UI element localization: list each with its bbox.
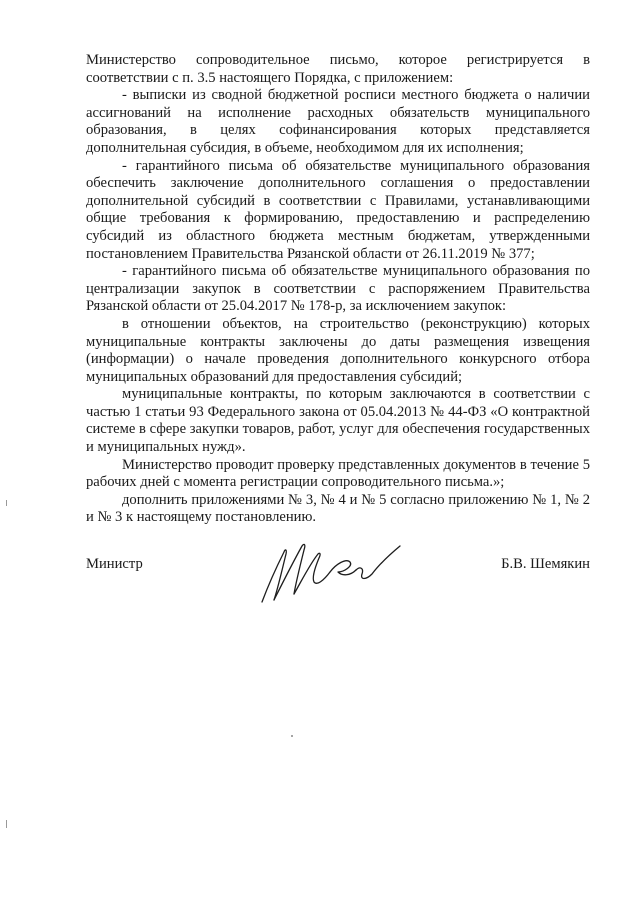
paragraph-guarantee-procurement: - гарантийного письма об обязательстве муниципального образования по централизации закупок в соответствии с распоряжением Правительства Рязанской области от 25.04.2017 № 178-р, за исключением закупок: xyxy=(86,263,590,315)
document-body xyxy=(86,52,590,527)
scan-speck xyxy=(291,735,293,737)
signatory-name: Б.В. Шемякин xyxy=(501,556,590,572)
paragraph-guarantee-agreement: - гарантийного письма об обязательстве муниципального образования обеспечить заключение дополнительного соглашения о предоставлении дополнительной субсидий в соответствии с Правилами, устанавливающими общие требования к формированию, предоставлению и распределению субсидий из областного бюджета местным бюджетам, утвержденными постановлением Правительства Рязанской области от 26.11.2019 № 377; xyxy=(86,157,590,262)
signature-block xyxy=(86,548,590,608)
scan-edge-mark xyxy=(6,500,7,506)
paragraph-cover-letter: Министерство сопроводительное письмо, которое регистрируется в соответствии с п. 3.5 настоящего Порядка, с приложением: xyxy=(86,52,590,86)
paragraph-exception-objects: в отношении объектов, на строительство (реконструкцию) которых муниципальные контракты заключены до даты размещения извещения (информации) о начале проведения дополнительного конкурсного отбора муниципальных образований для предоставления субсидий; xyxy=(86,315,590,385)
paragraph-exception-contracts: муниципальные контракты, по которым заключаются в соответствии с частью 1 статьи 93 Федерального закона от 05.04.2013 № 44-ФЗ «О контрактной системе в сфере закупки товаров, работ, услуг для обеспечения государственных и муниципальных нужд». xyxy=(86,386,590,456)
scan-edge-mark xyxy=(6,820,7,828)
handwritten-signature xyxy=(254,536,404,608)
paragraph-appendices: дополнить приложениями № 3, № 4 и № 5 согласно приложению № 1, № 2 и № 3 к настоящему постановлению. xyxy=(86,491,590,526)
paragraph-budget-extract: - выписки из сводной бюджетной росписи местного бюджета о наличии ассигнований на исполнение расходных обязательств муниципального образования, в целях софинансирования которых представляется дополнительная субсидия, в объеме, необходимом для их исполнения; xyxy=(86,87,590,156)
paragraph-ministry-review: Министерство проводит проверку представленных документов в течение 5 рабочих дней с момента регистрации сопроводительного письма.»; xyxy=(86,456,590,491)
signatory-title: Министр xyxy=(86,556,143,572)
